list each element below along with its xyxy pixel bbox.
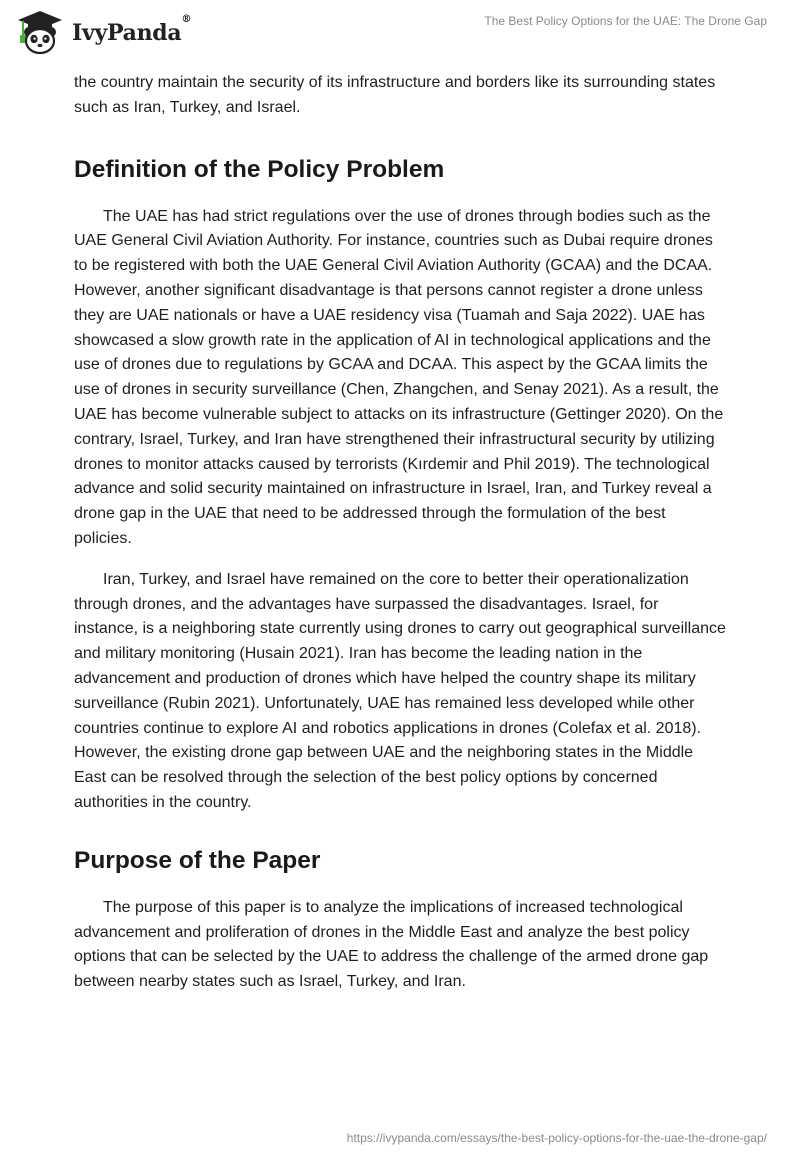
document-title: The Best Policy Options for the UAE: The Drone Gap <box>484 14 767 28</box>
registered-mark: ® <box>181 14 192 25</box>
paragraph: The UAE has had strict regulations over the use of drones through bodies such as the UAE General Civil Aviation Authority. For instance, countries such as Dubai require drones to be registered with both the UAE General Civil Aviation Authority (GCAA) and the DCAA. However, another significant disadvantage is that persons cannot register a drone unless they are UAE nationals or have a UAE residency visa (Tuamah and Saja 2022). UAE has showcased a slow growth rate in the application of AI in technological applications and the use of drones due to regulations by GCAA and DCAA. This aspect by the GCAA limits the use of drones in security surveillance (Chen, Zhangchen, and Senay 2021). As a result, the UAE has become vulnerable subject to attacks on its infrastructure (Gettinger 2020). On the contrary, Israel, Turkey, and Iran have strengthened their infrastructural security by utilizing drones to monitor attacks caused by terrorists (Kırdemir and Phil 2019). The technological advance and solid security maintained on infrastructure in Israel, Iran, and Turkey reveal a drone gap in the UAE that need to be addressed through the formulation of the best policies. <box>74 207 724 547</box>
panda-graduate-icon <box>14 8 66 54</box>
paragraph: Iran, Turkey, and Israel have remained on the core to better their operationalization through drones, and the advantages have surpassed the disadvantages. Israel, for instance, is a neighboring state currently using drones to carry out geographical surveillance and military monitoring (Husain 2021). Iran has become the leading nation in the advancement and production of drones which have helped the country shape its military surveillance (Rubin 2021). Unfortunately, UAE has remained less developed while other countries continue to explore AI and robotics applications in drones (Colefax et al. 2018). However, the existing drone gap between UAE and the neighboring states in the Middle East can be resolved through the selection of the best policy options by concerned authorities in the country. <box>74 570 726 811</box>
intro-paragraph-tail: the country maintain the security of its infrastructure and borders like its surrounding states such as Iran, Turkey, and Israel. <box>74 74 716 116</box>
section-heading-policy-problem: Definition of the Policy Problem <box>74 155 445 183</box>
paragraph: The purpose of this paper is to analyze the implications of increased technological advancement and proliferation of drones in the Middle East and analyze the best policy options that can be selected by the UAE to address the challenge of the armed drone gap between nearby states such as Israel, Turkey, and Iran. <box>74 898 709 991</box>
page-header <box>0 0 800 64</box>
source-url[interactable]: https://ivypanda.com/essays/the-best-policy-options-for-the-uae-the-drone-gap/ <box>346 1131 767 1145</box>
logo-text: IvyPanda® <box>72 14 192 46</box>
essay-body <box>74 71 726 995</box>
section-heading-purpose: Purpose of the Paper <box>74 846 321 874</box>
logo[interactable] <box>14 8 191 54</box>
